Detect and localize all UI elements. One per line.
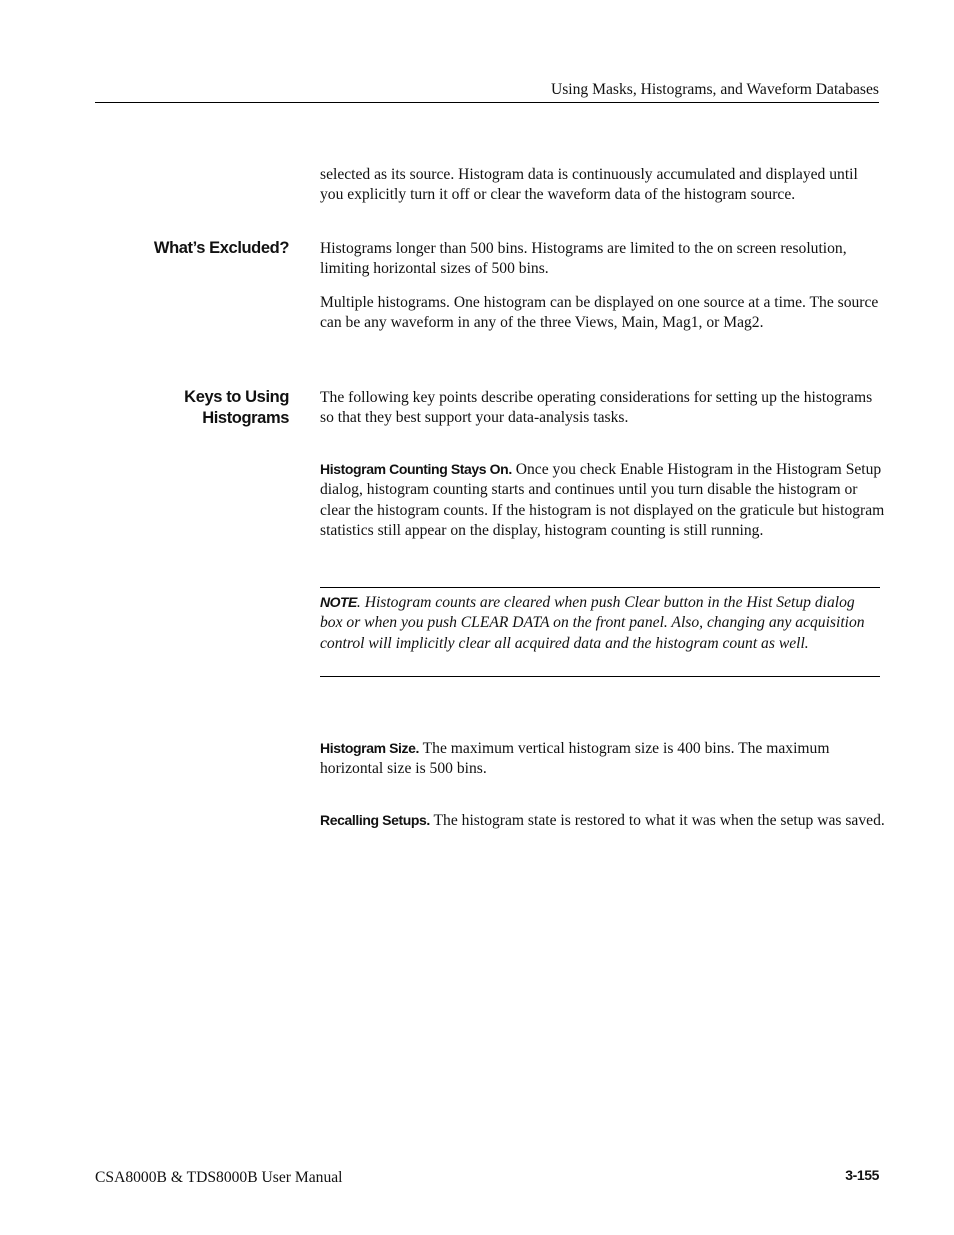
section-heading-keys — [184, 387, 289, 429]
footer-page-number: 3-155 — [845, 1167, 879, 1183]
section-heading-line-1: Keys to Using — [184, 388, 289, 406]
note-paragraph — [320, 592, 880, 654]
keys-intro-paragraph: The following key points describe operating considerations for setting up the histograms so that they best support your data-analysis tasks. — [320, 389, 873, 427]
counting-paragraph — [320, 459, 885, 542]
header-rule — [95, 102, 879, 103]
footer-manual-title: CSA8000B & TDS8000B User Manual — [95, 1169, 343, 1186]
note-box — [320, 587, 880, 677]
note-text: . Histogram counts are cleared when push Clear button in the Hist Setup dialog box or when you push CLEAR DATA on the front panel. Also, changing any acquisition control will implicitly clear all acquired data and the histogram count as well. — [320, 594, 865, 652]
counting-text: Once you check Enable Histogram in the Histogram Setup dialog, histogram counting starts and continues until you turn disable the histogram or clear the histogram counts. If the histogram is not displayed on the graticule but histogram statistics still appear on the display, histogram counting is still running. — [320, 461, 885, 540]
note-label: NOTE — [320, 594, 357, 610]
recalling-text: The histogram state is restored to what it was when the setup was saved. — [429, 812, 885, 829]
size-paragraph — [320, 738, 885, 780]
section-heading-whats-excluded — [154, 238, 289, 259]
recalling-label: Recalling Setups. — [320, 812, 430, 828]
section-heading-text: What’s Excluded? — [153, 239, 289, 257]
excluded-paragraph-2: Multiple histograms. One histogram can be displayed on one source at a time. The source can be any waveform in any of the three Views, Main, Mag1, or Mag2. — [320, 294, 879, 332]
section-heading-line-2: Histograms — [202, 409, 289, 427]
recalling-paragraph — [320, 810, 885, 831]
excluded-paragraph-1: Histograms longer than 500 bins. Histograms are limited to the on screen resolution, limiting horizontal sizes of 500 bins. — [320, 240, 847, 278]
size-label: Histogram Size. — [320, 740, 420, 756]
intro-paragraph: selected as its source. Histogram data is continuously accumulated and displayed until you explicitly turn it off or clear the waveform data of the histogram source. — [320, 166, 858, 204]
size-text: The maximum vertical histogram size is 400 bins. The maximum horizontal size is 500 bins. — [320, 740, 830, 778]
counting-label: Histogram Counting Stays On. — [320, 461, 512, 477]
running-header: Using Masks, Histograms, and Waveform Databases — [550, 81, 879, 98]
